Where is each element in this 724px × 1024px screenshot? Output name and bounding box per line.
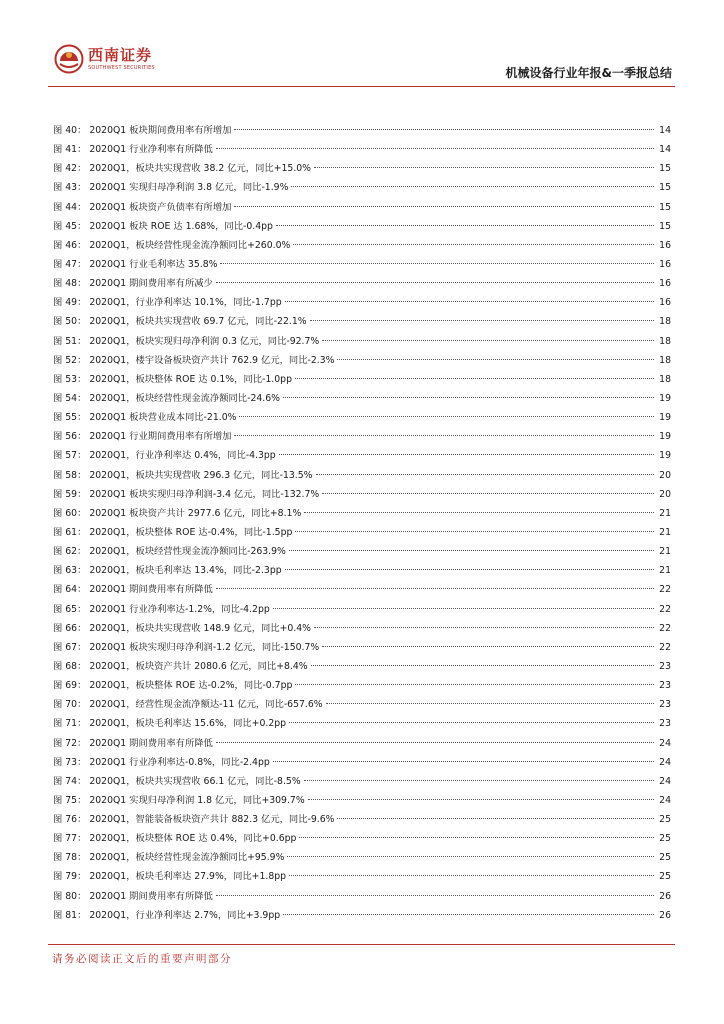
toc-dot-leader [304, 512, 654, 513]
toc-entry-label: 图 50： 2020Q1，板块共实现营收 69.7 亿元，同比-22.1% [53, 316, 307, 328]
toc-dot-leader [216, 282, 654, 283]
toc-dot-leader [289, 722, 654, 723]
toc-entry[interactable] [53, 351, 671, 370]
toc-entry-page: 16 [659, 278, 671, 290]
toc-dot-leader [216, 742, 654, 743]
toc-entry-label: 图 43： 2020Q1 实现归母净利润 3.8 亿元，同比-1.9% [53, 182, 289, 194]
toc-entry[interactable] [53, 485, 671, 504]
toc-dot-leader [322, 646, 654, 647]
footer-disclaimer: 请务必阅读正文后的重要声明部分 [52, 953, 232, 965]
toc-entry-label: 图 60： 2020Q1 板块资产共计 2977.6 亿元，同比+8.1% [53, 507, 302, 519]
toc-dot-leader [285, 301, 654, 302]
toc-entry[interactable] [53, 810, 671, 829]
toc-entry-label: 图 68： 2020Q1，板块资产共计 2080.6 亿元，同比+8.4% [53, 660, 308, 672]
toc-entry-label: 图 57： 2020Q1，行业净利率达 0.4%，同比-4.3pp [53, 450, 276, 462]
toc-entry[interactable] [53, 734, 671, 753]
toc-entry-label: 图 56： 2020Q1 行业期间费用率有所增加 [53, 431, 232, 443]
toc-entry-label: 图 42： 2020Q1，板块共实现营收 38.2 亿元，同比+15.0% [53, 163, 312, 175]
toc-entry-page: 14 [659, 144, 671, 156]
toc-dot-leader [220, 263, 654, 264]
toc-dot-leader [316, 474, 654, 475]
toc-entry[interactable] [53, 676, 671, 695]
toc-entry-page: 26 [659, 890, 671, 902]
toc-entry-label: 图 72： 2020Q1 期间费用率有所降低 [53, 737, 213, 749]
toc-entry[interactable] [53, 504, 671, 523]
toc-entry[interactable] [53, 714, 671, 733]
toc-entry[interactable] [53, 121, 671, 140]
toc-dot-leader [322, 340, 654, 341]
toc-dot-leader [239, 416, 654, 417]
toc-entry[interactable] [53, 389, 671, 408]
toc-entry-page: 25 [659, 833, 671, 845]
toc-dot-leader [295, 684, 654, 685]
toc-entry[interactable] [53, 332, 671, 351]
toc-entry[interactable] [53, 466, 671, 485]
toc-entry-label: 图 52： 2020Q1，楼宇设备板块资产共计 762.9 亿元，同比-2.3% [53, 354, 335, 366]
toc-entry-label: 图 51： 2020Q1，板块实现归母净利润 0.3 亿元，同比-92.7% [53, 335, 320, 347]
toc-entry-label: 图 54： 2020Q1，板块经营性现金流净额同比-24.6% [53, 392, 280, 404]
toc-entry-label: 图 53： 2020Q1，板块整体 ROE 达 0.1%，同比-1.0pp [53, 373, 292, 385]
toc-entry[interactable] [53, 791, 671, 810]
toc-entry-label: 图 78： 2020Q1，板块经营性现金流净额同比+95.9% [53, 852, 285, 864]
company-logo [48, 44, 198, 78]
toc-entry-label: 图 41： 2020Q1 行业净利率有所降低 [53, 144, 213, 156]
toc-dot-leader [308, 799, 654, 800]
toc-dot-leader [314, 167, 654, 168]
toc-entry-label: 图 59： 2020Q1 板块实现归母净利润-3.4 亿元，同比-132.7% [53, 488, 320, 500]
toc-dot-leader [322, 493, 654, 494]
toc-dot-leader [279, 454, 654, 455]
toc-dot-leader [234, 129, 654, 130]
toc-dot-leader [314, 627, 654, 628]
toc-entry-page: 20 [659, 488, 671, 500]
toc-entry[interactable] [53, 848, 671, 867]
toc-entry[interactable] [53, 217, 671, 236]
toc-entry-label: 图 55： 2020Q1 板块营业成本同比-21.0% [53, 412, 237, 424]
toc-entry[interactable] [53, 427, 671, 446]
toc-entry-page: 23 [659, 660, 671, 672]
toc-entry-page: 22 [659, 622, 671, 634]
toc-entry-page: 15 [659, 201, 671, 213]
logo-text-en: SOUTHWEST SECURITIES [88, 65, 155, 71]
toc-entry-page: 18 [659, 354, 671, 366]
toc-entry-label: 图 45： 2020Q1 板块 ROE 达 1.68%，同比-0.4pp [53, 220, 273, 232]
toc-entry-page: 24 [659, 775, 671, 787]
toc-entry-label: 图 77： 2020Q1，板块整体 ROE 达 0.4%，同比+0.6pp [53, 833, 297, 845]
toc-entry-page: 16 [659, 239, 671, 251]
toc-entry-label: 图 48： 2020Q1 期间费用率有所减少 [53, 278, 213, 290]
toc-entry[interactable] [53, 255, 671, 274]
toc-entry-page: 15 [659, 163, 671, 175]
toc-dot-leader [287, 856, 654, 857]
toc-dot-leader [283, 914, 654, 915]
toc-entry[interactable] [53, 600, 671, 619]
toc-entry-page: 21 [659, 526, 671, 538]
toc-entry-label: 图 63： 2020Q1，板块毛利率达 13.4%，同比-2.3pp [53, 565, 282, 577]
toc-entry[interactable] [53, 772, 671, 791]
toc-entry[interactable] [53, 542, 671, 561]
toc-entry[interactable] [53, 446, 671, 465]
toc-dot-leader [326, 703, 654, 704]
toc-dot-leader [304, 780, 654, 781]
toc-entry-page: 21 [659, 565, 671, 577]
toc-entry-label: 图 79： 2020Q1，板块毛利率达 27.9%，同比+1.8pp [53, 871, 287, 883]
toc-dot-leader [310, 320, 654, 321]
toc-entry-label: 图 75： 2020Q1 实现归母净利润 1.8 亿元，同比+309.7% [53, 794, 305, 806]
toc-entry-label: 图 44： 2020Q1 板块资产负债率有所增加 [53, 201, 232, 213]
toc-entry-page: 24 [659, 737, 671, 749]
toc-entry-label: 图 46： 2020Q1，板块经营性现金流净额同比+260.0% [53, 239, 291, 251]
toc-entry-label: 图 58： 2020Q1，板块共实现营收 296.3 亿元，同比-13.5% [53, 469, 313, 481]
toc-dot-leader [285, 569, 654, 570]
toc-entry-page: 24 [659, 794, 671, 806]
toc-entry-page: 20 [659, 469, 671, 481]
toc-entry-label: 图 80： 2020Q1 期间费用率有所降低 [53, 890, 213, 902]
toc-dot-leader [289, 875, 654, 876]
toc-entry-label: 图 62： 2020Q1，板块经营性现金流净额同比-263.9% [53, 546, 286, 558]
toc-dot-leader [291, 186, 654, 187]
toc-entry-label: 图 61： 2020Q1，板块整体 ROE 达-0.4%，同比-1.5pp [53, 526, 293, 538]
toc-dot-leader [276, 225, 654, 226]
toc-entry-page: 25 [659, 852, 671, 864]
toc-entry[interactable] [53, 695, 671, 714]
toc-entry[interactable] [53, 906, 671, 925]
toc-dot-leader [283, 397, 654, 398]
toc-entry[interactable] [53, 159, 671, 178]
figure-list [53, 121, 671, 925]
toc-entry[interactable] [53, 178, 671, 197]
toc-entry-label: 图 66： 2020Q1，板块共实现营收 148.9 亿元，同比+0.4% [53, 622, 312, 634]
toc-dot-leader [216, 895, 654, 896]
toc-entry[interactable] [53, 523, 671, 542]
toc-dot-leader [293, 244, 654, 245]
toc-dot-leader [273, 608, 654, 609]
toc-entry-page: 19 [659, 392, 671, 404]
toc-dot-leader [295, 531, 654, 532]
toc-entry-page: 22 [659, 641, 671, 653]
report-title: 机械设备行业年报&一季报总结 [505, 66, 672, 80]
toc-entry[interactable] [53, 867, 671, 886]
toc-entry-page: 23 [659, 680, 671, 692]
logo-text-cn: 西南证券 [88, 46, 153, 64]
toc-dot-leader [295, 378, 654, 379]
toc-entry-page: 18 [659, 335, 671, 347]
toc-dot-leader [273, 761, 654, 762]
toc-entry-label: 图 76： 2020Q1，智能装备板块资产共计 882.3 亿元，同比-9.6% [53, 814, 335, 826]
toc-entry-page: 25 [659, 871, 671, 883]
toc-entry-page: 22 [659, 603, 671, 615]
toc-entry-label: 图 81： 2020Q1，行业净利率达 2.7%，同比+3.9pp [53, 909, 281, 921]
toc-entry-label: 图 65： 2020Q1 行业净利率达-1.2%，同比-4.2pp [53, 603, 270, 615]
toc-entry[interactable] [53, 370, 671, 389]
toc-entry-label: 图 70： 2020Q1，经营性现金流净额达-11 亿元，同比-657.6% [53, 699, 323, 711]
toc-entry[interactable] [53, 619, 671, 638]
toc-entry-page: 22 [659, 584, 671, 596]
toc-dot-leader [216, 588, 654, 589]
toc-entry-label: 图 67： 2020Q1 板块实现归母净利润-1.2 亿元，同比-150.7% [53, 641, 320, 653]
toc-entry[interactable] [53, 198, 671, 217]
toc-entry-label: 图 74： 2020Q1，板块共实现营收 66.1 亿元，同比-8.5% [53, 775, 301, 787]
toc-entry[interactable] [53, 829, 671, 848]
toc-entry-page: 21 [659, 546, 671, 558]
toc-dot-leader [234, 435, 654, 436]
toc-entry-page: 16 [659, 258, 671, 270]
toc-entry[interactable] [53, 887, 671, 906]
toc-entry-label: 图 40： 2020Q1 板块期间费用率有所增加 [53, 125, 232, 136]
toc-entry-label: 图 69： 2020Q1，板块整体 ROE 达-0.2%，同比-0.7pp [53, 680, 293, 692]
toc-entry[interactable] [53, 140, 671, 159]
toc-entry-page: 23 [659, 699, 671, 711]
toc-entry[interactable] [53, 638, 671, 657]
toc-entry-page: 19 [659, 431, 671, 443]
toc-entry-page: 24 [659, 756, 671, 768]
logo-mark-icon [54, 44, 84, 74]
toc-entry-label: 图 64： 2020Q1 期间费用率有所降低 [53, 584, 213, 596]
toc-entry-label: 图 47： 2020Q1 行业毛利率达 35.8% [53, 258, 218, 270]
toc-entry[interactable] [53, 236, 671, 255]
toc-entry-label: 图 73： 2020Q1 行业净利率达-0.8%，同比-2.4pp [53, 756, 270, 768]
toc-dot-leader [311, 665, 654, 666]
toc-entry[interactable] [53, 580, 671, 599]
toc-entry[interactable] [53, 753, 671, 772]
toc-dot-leader [299, 837, 654, 838]
toc-entry-page: 15 [659, 220, 671, 232]
toc-entry-page: 21 [659, 507, 671, 519]
header-divider [48, 86, 675, 87]
toc-entry-page: 23 [659, 718, 671, 730]
toc-dot-leader [216, 148, 654, 149]
toc-entry[interactable] [53, 312, 671, 331]
toc-entry-page: 14 [659, 125, 671, 136]
toc-entry[interactable] [53, 408, 671, 427]
toc-entry-label: 图 71： 2020Q1，板块毛利率达 15.6%，同比+0.2pp [53, 718, 287, 730]
toc-entry-page: 18 [659, 316, 671, 328]
toc-entry-label: 图 49： 2020Q1，行业净利率达 10.1%，同比-1.7pp [53, 297, 282, 309]
footer-divider [48, 944, 675, 945]
toc-entry-page: 16 [659, 297, 671, 309]
page-header [0, 0, 724, 90]
toc-dot-leader [337, 359, 654, 360]
toc-entry-page: 18 [659, 373, 671, 385]
toc-entry-page: 19 [659, 450, 671, 462]
toc-entry-page: 19 [659, 412, 671, 424]
toc-entry[interactable] [53, 293, 671, 312]
toc-entry[interactable] [53, 274, 671, 293]
toc-entry[interactable] [53, 561, 671, 580]
toc-dot-leader [234, 206, 654, 207]
toc-dot-leader [337, 818, 654, 819]
toc-entry[interactable] [53, 657, 671, 676]
toc-entry-page: 25 [659, 814, 671, 826]
toc-entry-page: 15 [659, 182, 671, 194]
toc-entry-page: 26 [659, 909, 671, 921]
toc-dot-leader [289, 550, 654, 551]
